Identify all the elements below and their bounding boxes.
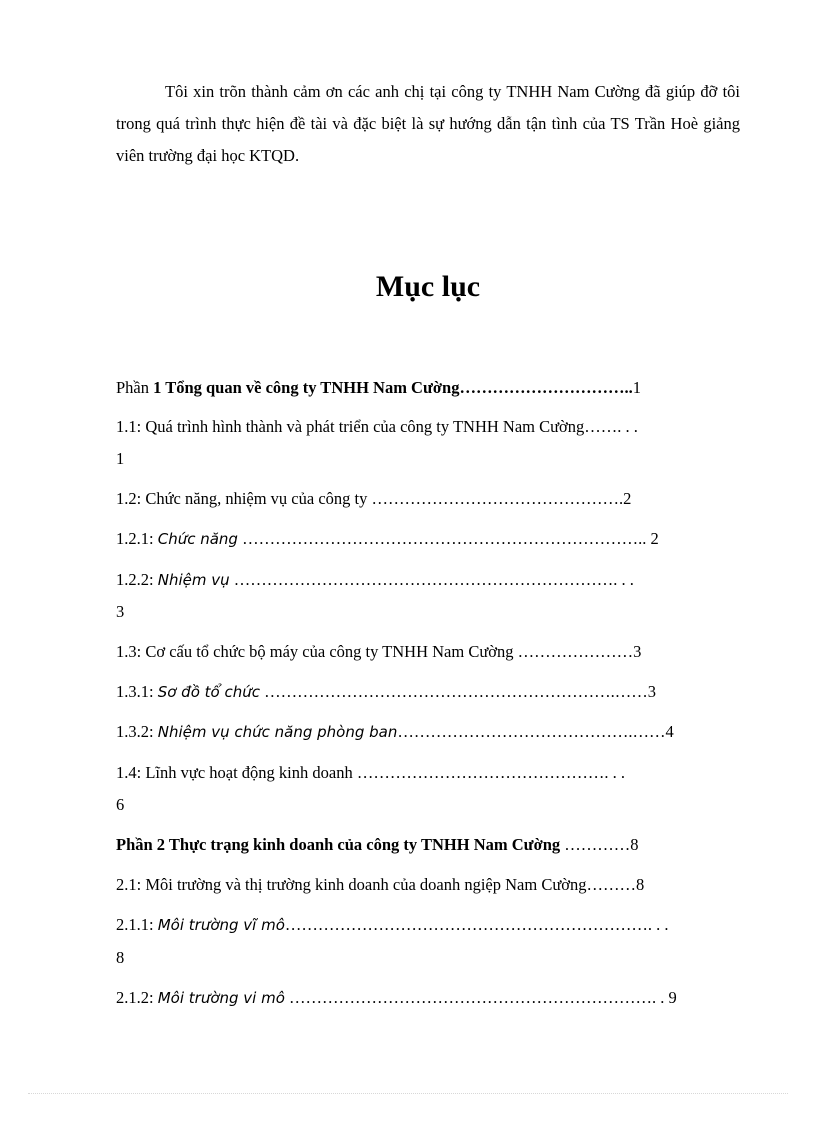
toc-entry-part-1[interactable] (116, 372, 740, 404)
toc-entry-page: 3 (647, 682, 656, 701)
toc-entry-page: 3 (633, 642, 642, 661)
toc-entry-title: Chức năng (157, 530, 238, 548)
toc-entry-prefix: 1.1: (116, 417, 146, 436)
toc-entry-title: Phần 2 Thực trạng kinh doanh của công ty TNHH Nam Cường (116, 835, 561, 854)
toc-entry-title: 1 Tổng quan về công ty TNHH Nam Cường (153, 378, 460, 397)
toc-entry-1-2-1[interactable] (116, 523, 740, 555)
toc-entry-page: 6 (116, 795, 125, 814)
toc-entry-prefix: 2.1.1: (116, 915, 158, 934)
toc-entry-prefix: 2.1: (116, 875, 146, 894)
toc-entry-1-1[interactable] (116, 411, 740, 443)
toc-entry-prefix: 1.3.1: (116, 682, 158, 701)
toc-entry-page: 9 (664, 988, 677, 1007)
toc-entry-prefix: 1.2.2: (116, 570, 158, 589)
toc-entry-title: Cơ cấu tổ chức bộ máy của công ty TNHH Nam Cường (145, 642, 514, 661)
toc-entry-1-2-2[interactable] (116, 564, 740, 596)
toc-entry-2-1[interactable] (116, 869, 740, 901)
acknowledgement-paragraph (116, 76, 740, 172)
toc-entry-page: 1 (632, 378, 641, 397)
toc-entry-prefix: Phần (116, 378, 154, 397)
toc-entry-prefix: 1.2: (116, 489, 146, 508)
toc-entry-page: 2 (623, 489, 632, 508)
toc-entry-1-1-page-line (116, 443, 740, 475)
toc-entry-prefix: 1.3.2: (116, 722, 158, 741)
toc-entry-title: Quá trình hình thành và phát triển của công ty TNHH Nam Cường (145, 417, 585, 436)
toc-entry-leader: ……… (586, 875, 636, 894)
toc-entry-leader: ……………………………………………………………. . . (229, 570, 634, 589)
toc-entry-page: 8 (116, 948, 125, 967)
toc-entry-leader: ……………………………………………………………….. (237, 529, 647, 548)
toc-entry-2-1-1[interactable] (116, 909, 740, 941)
toc-entry-leader: ………… (560, 835, 631, 854)
page-bottom-divider (28, 1093, 788, 1094)
toc-entry-1-4[interactable] (116, 757, 740, 789)
toc-entry-leader: ………………………………………. . . (352, 763, 625, 782)
toc-entry-page: 8 (636, 875, 645, 894)
toc-entry-2-1-2[interactable] (116, 982, 740, 1014)
toc-entry-title: Môi trường và thị trường kinh doanh của doanh ngiệp Nam Cường (145, 875, 587, 894)
toc-entry-leader: …………………………………….…… (397, 722, 666, 741)
toc-entry-page: 1 (116, 449, 125, 468)
toc-entry-leader: ………………… (513, 642, 634, 661)
toc-entry-prefix: 2.1.2: (116, 988, 158, 1007)
toc-entry-leader: ………………………….. (459, 378, 633, 397)
toc-entry-title: Sơ đồ tổ chức (157, 683, 260, 701)
toc-entry-1-4-page-line (116, 789, 740, 821)
toc-entry-leader: …………………………………………………………. . (284, 988, 665, 1007)
acknowledgement-text: Tôi xin trõn thành cảm ơn các anh chị tại công ty TNHH Nam Cường đã giúp đỡ tôi trong quá trình thực hiện đề tài và đặc biệt là sự hướng dẫn tận tình của TS Trần Hoè giảng viên trường đại học KTQD. (116, 82, 740, 165)
toc-entry-leader: …………………………………………………………. . . (284, 915, 669, 934)
toc-heading: Mục lục (375, 270, 481, 303)
toc-entry-2-1-1-page-line (116, 942, 740, 974)
toc-entry-page: 8 (630, 835, 639, 854)
toc-entry-prefix: 1.3: (116, 642, 146, 661)
toc-entry-leader: ……. . . (584, 417, 638, 436)
toc-entry-part-2[interactable] (116, 829, 740, 861)
toc-entry-prefix: 1.4: (116, 763, 146, 782)
toc-entry-1-2-2-page-line (116, 596, 740, 628)
toc-entry-1-3[interactable] (116, 636, 740, 668)
toc-entry-1-3-2[interactable] (116, 716, 740, 748)
toc-entry-title: Nhiệm vụ (157, 571, 230, 589)
toc-entry-page: 4 (665, 722, 674, 741)
toc-entry-1-3-1[interactable] (116, 676, 740, 708)
toc-entry-page: 3 (116, 602, 125, 621)
toc-entry-title: Chức năng, nhiệm vụ của công ty (145, 489, 368, 508)
toc-entry-leader: ………………………………………. (367, 489, 624, 508)
toc-entry-title: Lĩnh vực hoạt động kinh doanh (145, 763, 353, 782)
toc-entry-title: Môi trường vi mô (157, 989, 285, 1007)
toc-entry-leader: ……………………………………………………….…… (260, 682, 648, 701)
toc-entry-title: Nhiệm vụ chức năng phòng ban (157, 723, 398, 741)
toc-entry-prefix: 1.2.1: (116, 529, 158, 548)
toc-entry-title: Môi trường vĩ mô (157, 916, 285, 934)
toc-entry-1-2[interactable] (116, 483, 740, 515)
toc-entry-page: 2 (646, 529, 659, 548)
